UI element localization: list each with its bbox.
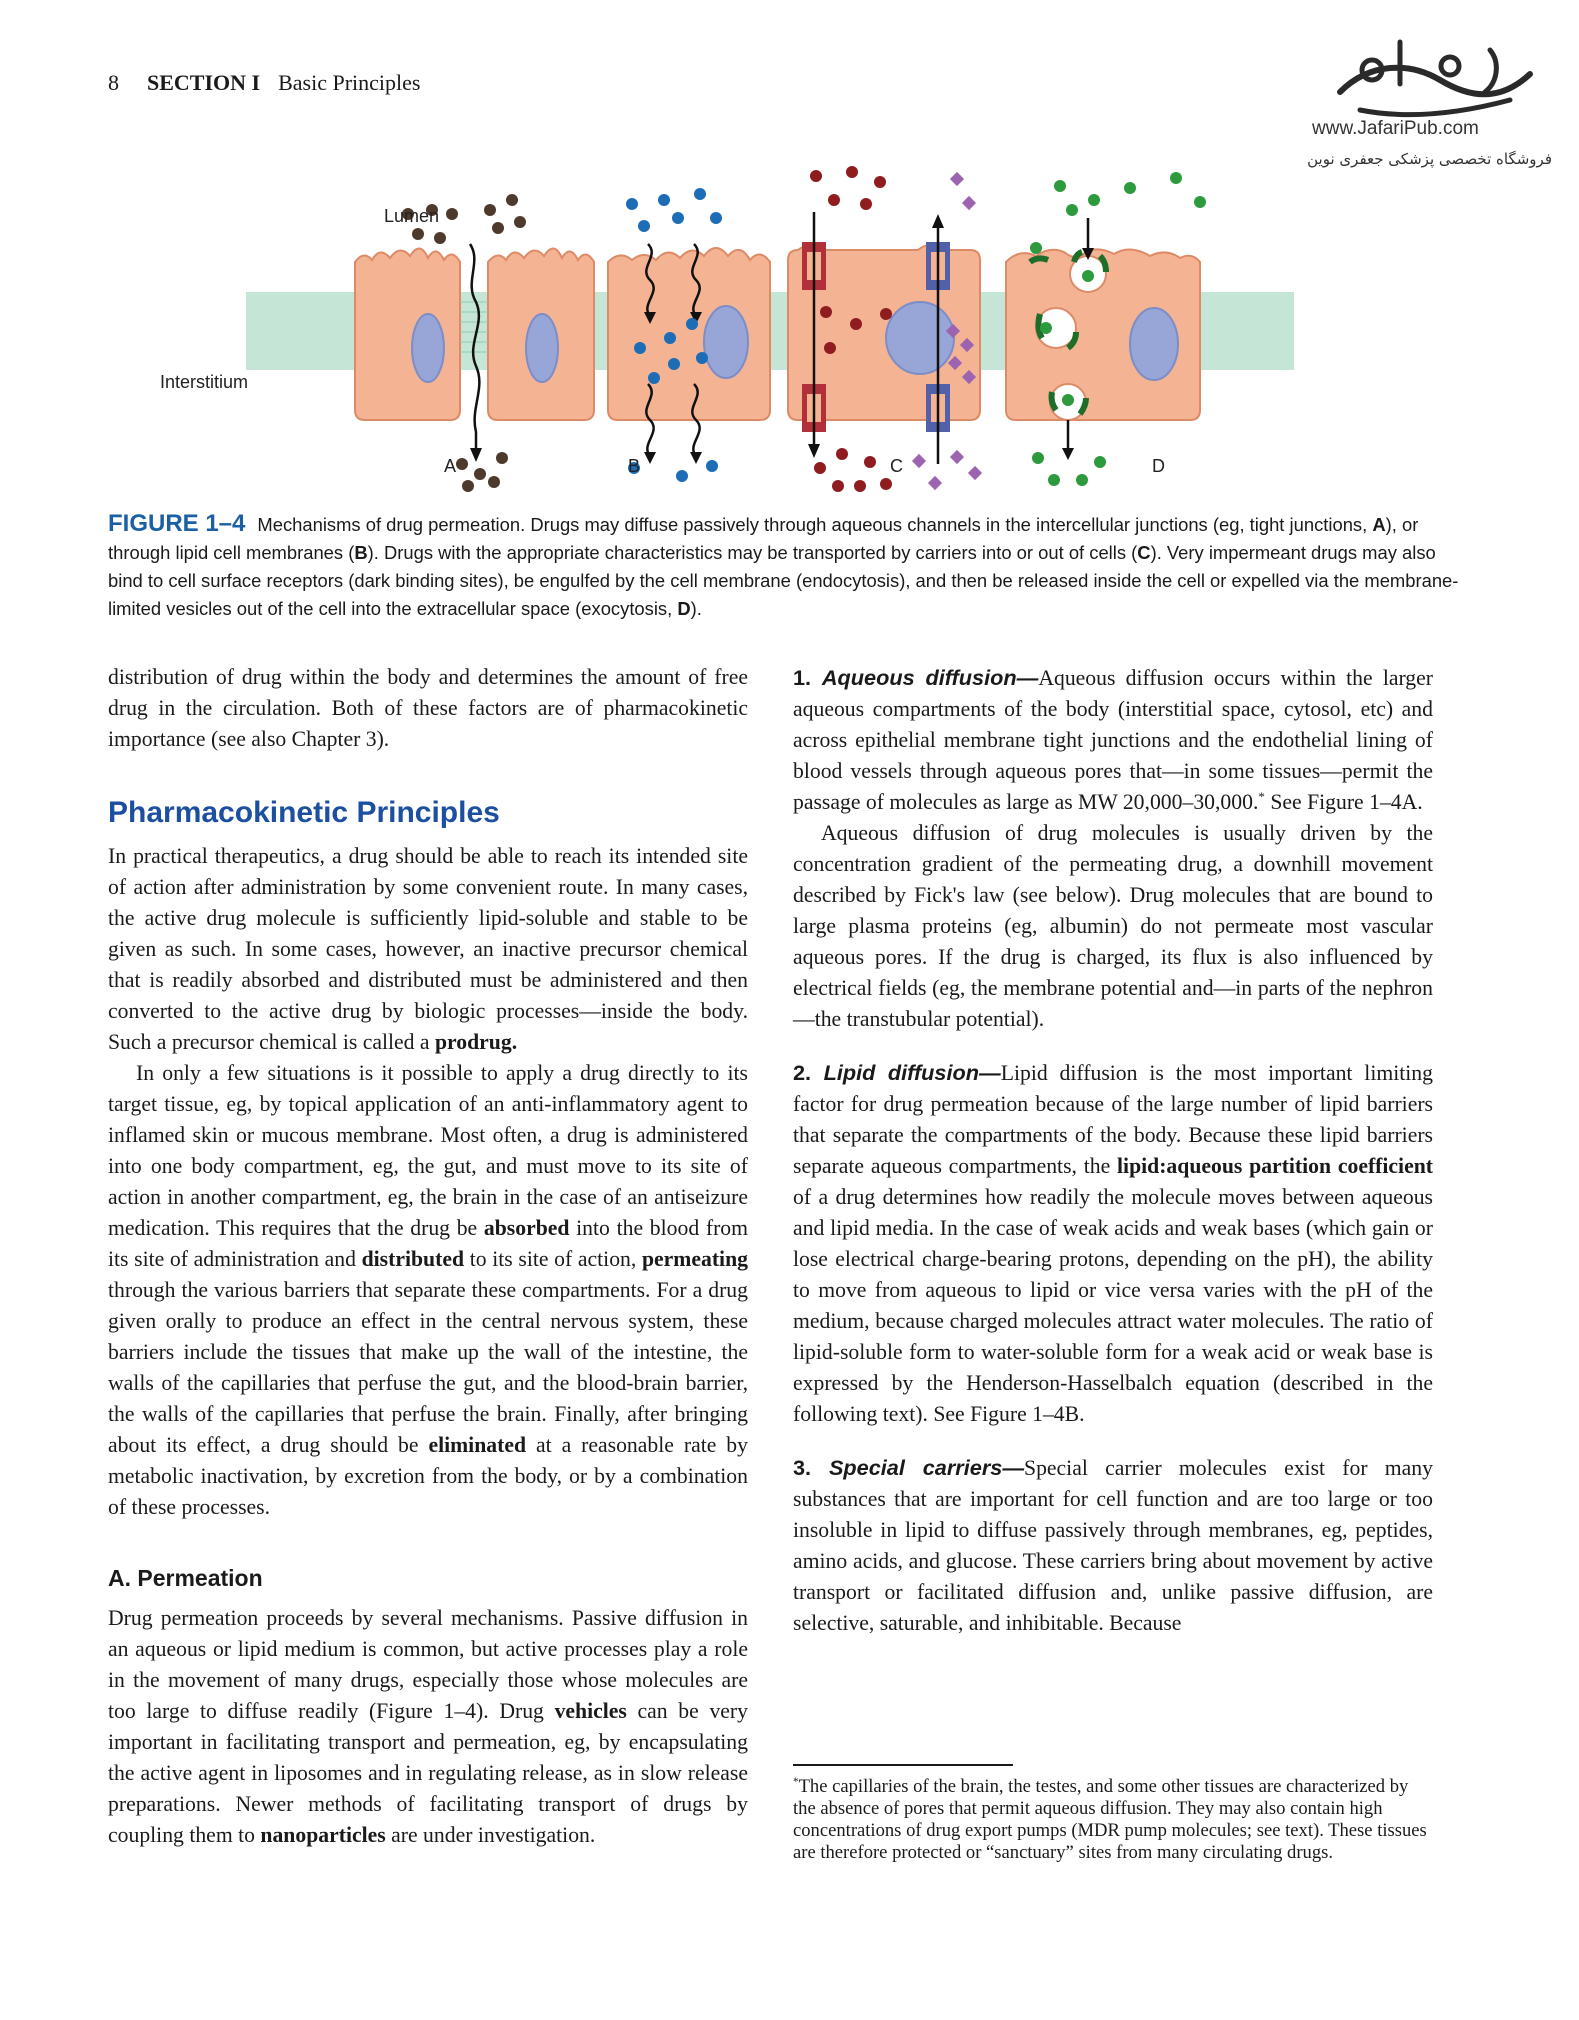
footnote-rule [793,1764,1013,1766]
paragraph: Aqueous diffusion of drug molecules is usually driven by the concentration gradient of the permeating drug, a downhill movement described by Fick's law (see below). Drug molecules that are bound to large plasma proteins (eg, albumin) do not permeate most vascular aqueous pores. If the drug is charged, its flux is also influenced by electrical fields (eg, the membrane potential and—in parts of the nephron—the transtubular potential). [793,821,1433,1031]
caption-text: ), or through lipid cell membranes ( [108,514,1419,563]
paragraph: In practical therapeutics, a drug should be able to reach its intended site of action after administration by some convenient route. In many cases, the active drug molecule is sufficiently lipid-soluble and stable to be given as such. In some cases, however, an inactive precursor chemical that is readily absorbed and distributed must be administered and then converted to the active drug by biologic processes—inside the body. Such a precursor chemical is called a prodrug. [108,844,748,1054]
runin-title: Lipid diffusion— [823,1060,1001,1085]
section-title: Basic Principles [278,70,421,95]
figure-1-4-diagram [160,152,1310,502]
paragraph: 2. Lipid diffusion—Lipid diffusion is the most important limiting factor for drug permeation because of the large number of lipid barriers that separate the compartments of the body. Because these lipid barriers separate aqueous compartments, the lipid:aqueous partition coefficient of a drug determines how readily the molecule moves between aqueous and lipid media. In the case of weak acids and weak bases (which gain or lose electrical charge-bearing protons, depending on the pH), the ability to move from aqueous to lipid or vice versa varies with the pH of the medium, because charged molecules attract water molecules. The ratio of lipid-soluble form to water-soluble form for a weak acid or weak base is expressed by the Henderson-Hasselbalch equation (described in the following text). See Figure 1–4B. [793,1060,1433,1426]
footnote [793,1776,1433,1864]
panel-a-label: A [444,456,457,476]
lumen-label: Lumen [384,206,440,226]
panel-a-cell-right [488,248,594,420]
caption-ref-a: A [1372,514,1386,535]
footnote-mark: * [793,1775,799,1788]
paragraph: distribution of drug within the body and determines the amount of free drug in the circulation. Both of these factors are of pharmacokinetic importance (see also Chapter 3). [108,665,748,751]
footnote-mark: * [1258,788,1265,804]
paragraph: 3. Special carriers—Special carrier molecules exist for many substances that are important for cell function and are too large or too insoluble in lipid to diffuse passively through membranes, eg, peptides, amino acids, and glucose. These carriers bring about movement by active transport or facilitated diffusion and, unlike passive diffusion, are selective, saturable, and inhibitable. Because [793,1455,1433,1635]
term-distributed: distributed [361,1247,465,1271]
caption-ref-b: B [354,542,368,563]
caption-text: Mechanisms of drug permeation. Drugs may diffuse passively through aqueous channels in the intercellular junctions (eg, tight junctions, [257,514,1373,535]
publisher-tagline: فروشگاه تخصصی پزشکی جعفری نوین [1307,150,1552,168]
panel-c-label: C [890,456,903,476]
term-absorbed: absorbed [483,1216,570,1240]
section-label: SECTION I [147,70,261,95]
term-vehicles: vehicles [554,1699,627,1723]
paragraph: In only a few situations is it possible to apply a drug directly to its target tissue, eg, by topical application of an anti-inflammatory agent to inflamed skin or mucous membrane. Most often, a drug is administered into one body compartment, eg, the gut, and must move to its site of action in another compartment, eg, the brain in the case of an antiseizure medication. This requires that the drug be absorbed into the blood from its site of administration and distributed to its site of action, permeating through the various barriers that separate these compartments. For a drug given orally to produce an effect in the central nervous system, these barriers include the tissues that make up the wall of the intestine, the walls of the capillaries that perfuse the gut, and the blood-brain barrier, the walls of the capillaries that perfuse the brain. Finally, after bringing about its effect, a drug should be eliminated at a reasonable rate by metabolic inactivation, by excretion from the body, or by a combination of these processes. [108,1061,749,1519]
runin-number: 3. [793,1455,829,1480]
caption-text: ). Drugs with the appropriate characteristics may be transported by carriers into or out of cells ( [367,542,1138,563]
footnote-text: The capillaries of the brain, the testes, and some other tissues are characterized by the absence of pores that permit aqueous diffusion. They may also contain high concentrations of drug export pumps (MDR pump molecules; see text). These tissues are therefore protected or “sanctuary” sites from many circulating drugs. [793,1776,1427,1863]
runin-number: 1. [793,665,822,690]
interstitium-label: Interstitium [160,372,249,392]
panel-b-cell [608,248,770,420]
page-number: 8 [108,70,119,95]
term-partition-coefficient: lipid:aqueous partition coefficient [1117,1154,1433,1178]
caption-ref-d: D [677,598,691,619]
section-heading: Pharmacokinetic Principles [108,796,500,829]
term-eliminated: eliminated [428,1433,527,1457]
panel-b-label: B [628,456,641,476]
figure-caption [108,510,1468,623]
runin-title: Aqueous diffusion— [821,665,1039,690]
caption-text: ). [690,598,702,619]
figure-label: FIGURE 1–4 [108,510,246,537]
runin-title: Special carriers— [828,1455,1025,1480]
caption-ref-c: C [1137,542,1151,563]
panel-d-cell [1006,249,1200,420]
left-column [108,662,748,1851]
caption-text: ). Very impermeant drugs may also bind to cell surface receptors (dark binding sites), be engulfed by the cell membrane (endocytosis), and then be released inside the cell or expelled via the membrane-limited vesicles out of the cell into the extracellular space (exocytosis, [108,542,1459,619]
paragraph: Drug permeation proceeds by several mechanisms. Passive diffusion in an aqueous or lipid medium is common, but active processes play a role in the movement of many drugs, especially those whose molecules are too large to diffuse readily (Figure 1–4). Drug vehicles can be very important in facilitating transport and permeation, eg, by encapsulating the active agent in liposomes and in regulating release, as in slow release preparations. Newer methods of facilitating transport of drugs by coupling them to nanoparticles are under investigation. [108,1606,748,1847]
subsection-heading: A. Permeation [108,1565,263,1591]
term-permeating: permeating [641,1247,748,1271]
runin-number: 2. [793,1060,824,1085]
term-nanoparticles: nanoparticles [260,1823,386,1847]
publisher-url: www.JafariPub.com [1312,118,1479,139]
panel-a-cell-left [355,248,460,420]
running-head [108,70,420,96]
right-column [793,662,1433,1639]
panel-d-label: D [1152,456,1165,476]
term-prodrug: prodrug. [434,1030,518,1054]
paragraph: 1. Aqueous diffusion—Aqueous diffusion occurs within the larger aqueous compartments of the body (interstitial space, cytosol, etc) and across epithelial membrane tight junctions and the endothelial lining of blood vessels through aqueous pores that—in some tissues—permit the passage of molecules as large as MW 20,000–30,000.* See Figure 1–4A. [793,665,1433,814]
